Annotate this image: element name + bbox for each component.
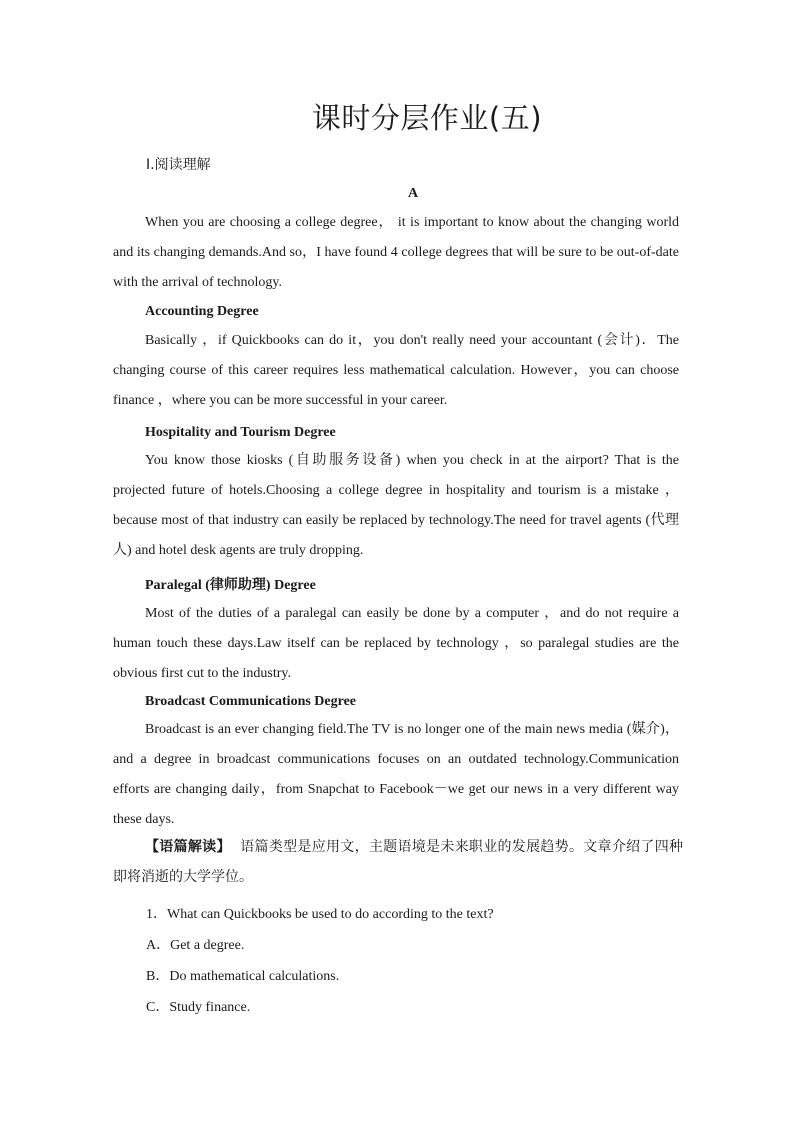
paralegal-paragraph: Most of the duties of a paralegal can easily be done by a computer ，and do not require a human touch these days.Law itself can be replaced by technology ，so paralegal studies are the obvious first cut to the industry.: [113, 606, 679, 681]
passage-label: A: [407, 186, 419, 201]
accounting-paragraph: Basically ，if Quickbooks can do it，you don't really need your accountant (会计)．The changing course of this career requires less mathematical calculation. However，you can choose finance ，where you can be more successful in your career.: [113, 333, 679, 408]
intro-paragraph: When you are choosing a college degree， it is important to know about the changing world and its changing demands.And so，I have found 4 college degrees that will be sure to be out-of-date with the arrival of technology.: [113, 215, 679, 290]
broadcast-heading: Broadcast Communications Degree: [145, 694, 357, 709]
question-stem: 1．What can Quickbooks be used to do according to the text?: [146, 907, 494, 922]
page-title: 课时分层作业(五): [311, 101, 543, 135]
paralegal-heading: Paralegal (律师助理) Degree: [145, 578, 316, 593]
analysis-label: 【语篇解读】: [145, 839, 231, 855]
hospitality-heading: Hospitality and Tourism Degree: [145, 425, 336, 440]
section-heading: Ⅰ.阅读理解: [146, 157, 211, 173]
hospitality-paragraph: You know those kiosks (自助服务设备) when you check in at the airport? That is the projected future of hotels.Choosing a college degree in hospitality and tourism is a mistake ，because most of that industry can easily be replaced by technology.The need for travel agents (代理人) and hotel desk agents are truly dropping.: [113, 453, 679, 558]
broadcast-paragraph: Broadcast is an ever changing field.The TV is no longer one of the main news media (媒介)，and a degree in broadcast communications focuses on an outdated technology.Communication efforts are changing daily，from Snapchat to Facebook－we get our news in a very different way these days.: [113, 722, 679, 827]
option-b: B．Do mathematical calculations.: [146, 969, 340, 984]
passage-analysis: [113, 832, 683, 892]
option-c: C．Study finance.: [146, 1000, 251, 1015]
analysis-text: 语篇类型是应用文，主题语境是未来职业的发展趋势。文章介绍了四种即将消逝的大学学位。: [113, 839, 684, 885]
option-a: A．Get a degree.: [146, 938, 245, 953]
accounting-heading: Accounting Degree: [145, 304, 259, 319]
